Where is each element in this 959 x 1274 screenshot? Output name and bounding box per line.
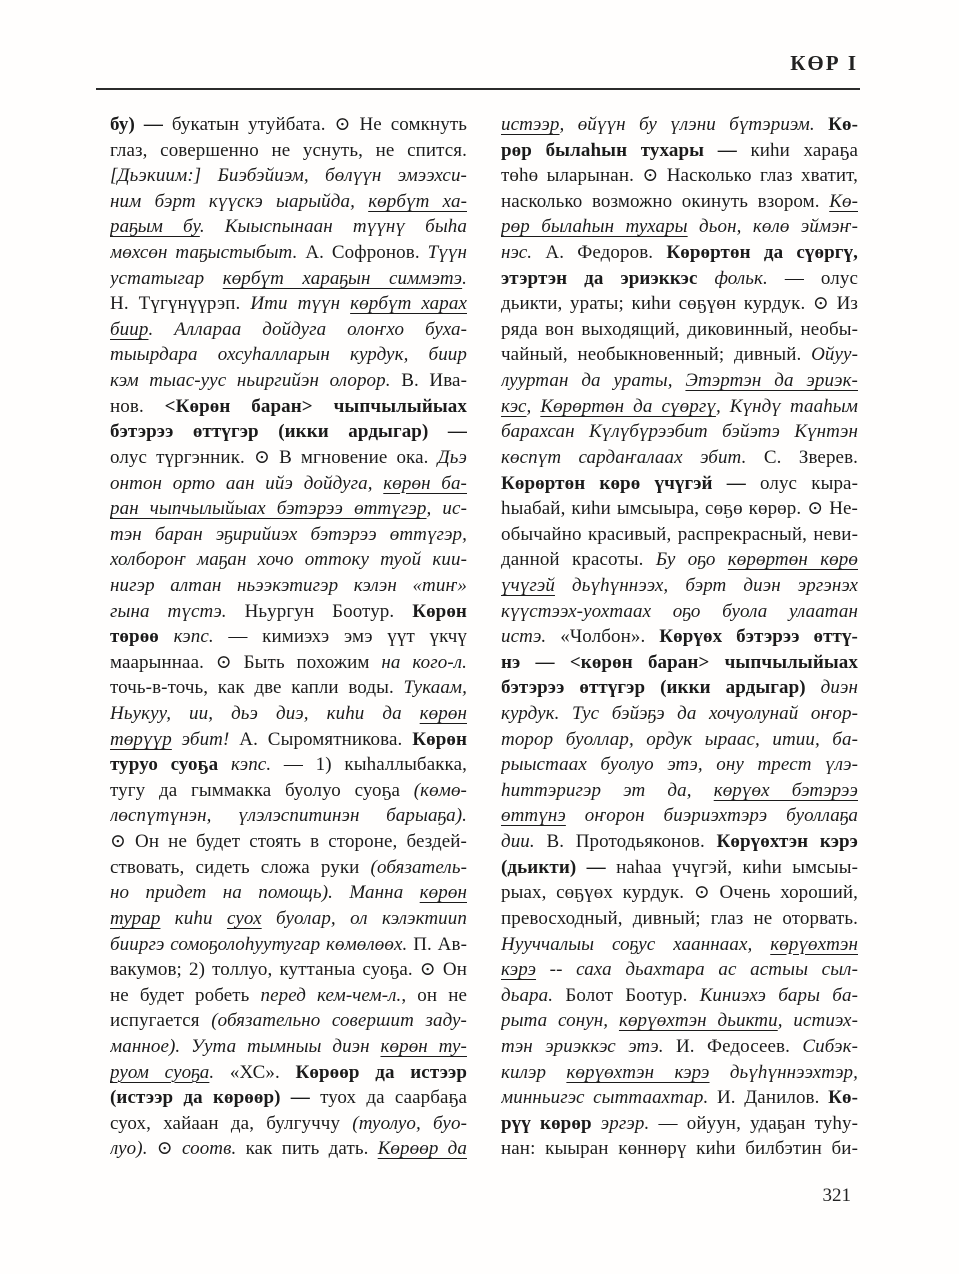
text-columns (110, 112, 858, 1162)
body-text: Ойуу- (811, 344, 858, 366)
body-text: кэм тыас-уус ньиргийэн олорор. (110, 370, 402, 392)
text-line (110, 291, 467, 317)
text-line (110, 675, 467, 701)
body-text: (туолуо, буо- (352, 1112, 467, 1134)
body-text: обычайно красивый, распрекрасный, неви- (501, 523, 858, 545)
example-underlined-text: үчүгэй (501, 574, 555, 596)
headword-text: туруо суоҕа (110, 754, 231, 776)
headword-text: Көрөн (412, 600, 467, 622)
body-text: фольк. (714, 267, 785, 289)
text-line (501, 650, 858, 676)
body-text: но придет на помощь). Манна (110, 882, 420, 904)
text-line (501, 1085, 858, 1111)
text-line (501, 957, 858, 983)
text-line (501, 675, 858, 701)
text-line (110, 112, 467, 138)
body-text: киһи хараҕа (750, 139, 858, 161)
headword-text: этэртэн да эриэккэс (501, 267, 715, 289)
text-line (110, 394, 467, 420)
body-text: В. Протодьяконов. (546, 831, 717, 853)
body-text: ряда вон выходящий, диковинный, необы- (501, 318, 858, 340)
text-line (110, 650, 467, 676)
body-text: , истиэх- (777, 1010, 858, 1032)
body-text: истэ. (501, 626, 561, 648)
headword-text: рөр былаһын тухары — (501, 139, 751, 161)
headword-text: Көрөн (412, 728, 467, 750)
body-text: — 1) кыһаллыбакка, (283, 754, 467, 776)
text-line (110, 419, 467, 445)
body-text: букатын утуйбата. ⊙ Не сомкнуть (171, 114, 467, 135)
body-text: И. Данилов. (716, 1087, 829, 1109)
header-rule (96, 88, 860, 90)
body-text: нов. (110, 395, 165, 417)
body-text: П. Ав- (413, 933, 467, 955)
right-column (501, 112, 858, 1162)
body-text: -- саха дьахтара ас астыы сыл- (536, 959, 858, 981)
body-text: , он не (401, 984, 467, 1006)
body-text: соотв. (182, 1138, 246, 1160)
body-text: точь-в-точь, как две капли воды. (110, 677, 404, 699)
body-text: ⊙ Он не будет стоять в стороне, бездей- (110, 831, 467, 853)
text-line (110, 932, 467, 958)
body-text: курдук. Тус бэйэҕэ да хочуолунай оҥор- (501, 703, 858, 725)
text-line (501, 522, 858, 548)
body-text: А. Софронов. (305, 242, 428, 264)
text-line (110, 880, 467, 906)
text-line (110, 214, 467, 240)
headword-text: бэтэрээ өттүгэр (икки ардыгар) — (110, 421, 467, 443)
headword-text: Көрөөр да истээр (295, 1061, 467, 1083)
text-line (110, 752, 467, 778)
headword-text: Көрөртөн көрө үчүгэй — (501, 472, 761, 494)
body-text: кэпс. (173, 626, 229, 648)
text-line (501, 855, 858, 881)
body-text: А. Федоров. (545, 242, 667, 264)
body-text: күүстээх-уохтаах оҕо буола улаатан (501, 600, 858, 622)
text-line (501, 394, 858, 420)
body-text: наһаа үчүгэй, киһи ымсыы- (616, 856, 858, 878)
headword-text: Кө- (828, 114, 858, 135)
text-line (110, 266, 467, 292)
text-line (501, 1034, 858, 1060)
body-text: төһө ыларынан. ⊙ Насколько глаз хватит, (501, 165, 858, 187)
body-text: испугается (110, 1010, 212, 1032)
text-line (110, 983, 467, 1009)
headword-text: бэтэрээ өттүгэр (икки ардыгар) (501, 677, 821, 699)
body-text: Ити түүн (250, 293, 351, 315)
body-text: лөспүтүнэн, үлэлэспитинэн барыаҕа). (110, 805, 467, 827)
text-line (110, 471, 467, 497)
body-text: (обязатель- (370, 856, 467, 878)
body-text: дьүһүннээхтэр, (709, 1061, 858, 1083)
body-text: кэпс. (230, 754, 284, 776)
text-line (110, 701, 467, 727)
body-text: Дьэ (437, 446, 467, 468)
text-line (110, 445, 467, 471)
text-line (110, 624, 467, 650)
body-text: . Кыыспынаан түүнү быһа (199, 216, 467, 238)
example-underlined-text: көрөн ту- (380, 1035, 467, 1057)
example-underlined-text: өттүнэ (501, 805, 566, 827)
body-text: һиттэригэр эт да, (501, 779, 714, 801)
text-line (501, 1136, 858, 1162)
text-line (501, 1060, 858, 1086)
body-text: суох, хайаан да, булгуччу (110, 1112, 353, 1134)
text-line (110, 599, 467, 625)
body-text: , ис- (426, 498, 467, 520)
body-text: нигэр алтан ньээкэтигэр кэлэн «тиҥ» (110, 574, 467, 596)
page-number: 321 (822, 1185, 851, 1206)
example-underlined-text: көрүөхтэн дьикти (618, 1010, 778, 1032)
example-underlined-text: Этэртэн да эриэк- (685, 370, 858, 392)
body-text: (көмө- (413, 779, 467, 801)
text-line (501, 829, 858, 855)
text-line (110, 727, 467, 753)
body-text: . (209, 1061, 230, 1083)
example-underlined-text: көрбүт хараҕын симмэтэ (222, 267, 463, 289)
text-line (110, 496, 467, 522)
text-line (501, 471, 858, 497)
text-line (501, 727, 858, 753)
text-line (501, 317, 858, 343)
text-line (501, 547, 858, 573)
body-text: насколько возможно окинуть взором. (501, 190, 830, 212)
body-text: лууртан да ураты, (501, 370, 686, 392)
body-text: дьикти, ураты; киһи сөҕүөн курдук. ⊙ Из (501, 293, 858, 315)
text-line (110, 317, 467, 343)
example-underlined-text: ран чыпчылыйыах бэтэрээ өттүгэр (110, 498, 427, 520)
body-text: олус түргэнник. ⊙ В мгновение ока. (110, 446, 438, 468)
body-text: Бу оҕо (655, 549, 728, 571)
left-column (110, 112, 467, 1162)
headword-text: Көрөртөн да сүөргү, (666, 242, 858, 264)
example-underlined-text: рөр былаһын тухары (501, 216, 688, 238)
text-line (501, 163, 858, 189)
text-line (501, 1111, 858, 1137)
example-underlined-text: истээр (501, 114, 560, 135)
example-underlined-text: көрөн (419, 882, 467, 904)
body-text: , өйүүн бу үлэни бүтэриэм. (559, 114, 829, 135)
body-text: холбороҥ маҕан хочо оттоку туой кии- (110, 549, 467, 571)
body-text: Ньукуу, ии, дьэ диэ, киһи да (110, 703, 420, 725)
body-text: «Чолбон». (560, 626, 660, 648)
body-text: онтон орто аан ийэ дойдуга, (110, 472, 384, 494)
text-line (110, 573, 467, 599)
example-underlined-text: көрөртөн көрө (727, 549, 858, 571)
text-line (110, 1136, 467, 1162)
example-underlined-text: көрүөхтэн (770, 933, 858, 955)
example-underlined-text: биир (110, 318, 149, 340)
text-line (501, 983, 858, 1009)
headword-text: бу) — (110, 114, 172, 135)
text-line (110, 522, 467, 548)
body-text: барахсан Күлүбүрээбит бэйэтэ Күнтэн (501, 421, 858, 443)
body-text: һыабай, киһи ымсыыра, сөҕө көрөр. ⊙ Не- (501, 498, 858, 520)
body-text: гына түстэ. (110, 600, 245, 622)
text-line (110, 1111, 467, 1137)
example-underlined-text: суох (226, 907, 262, 929)
body-text: ⊙ (156, 1138, 183, 1160)
body-text: не будет робеть (110, 984, 261, 1006)
text-line (501, 932, 858, 958)
body-text: , (526, 395, 541, 417)
example-underlined-text: көрбүт ха- (368, 190, 467, 212)
text-line (501, 1008, 858, 1034)
example-underlined-text: көрүөхтэн кэрэ (566, 1061, 710, 1083)
body-text: дьүһүннээх, бэрт диэн эргэнэх (554, 574, 858, 596)
body-text: диэн (820, 677, 858, 699)
text-line (501, 266, 858, 292)
text-line (110, 189, 467, 215)
example-underlined-text: кэрэ (501, 959, 537, 981)
example-underlined-text: көрөн (419, 703, 467, 725)
text-line (501, 573, 858, 599)
text-line (501, 906, 858, 932)
body-text: — кимиэхэ эмэ үүт үкчү (228, 626, 467, 648)
text-line (501, 803, 858, 829)
body-text: . Аллараа дойдуга олоҥхо буха- (148, 318, 467, 340)
body-text: дьара. (501, 984, 566, 1006)
body-text: көспүт сардаҥалаах эбит. (501, 446, 764, 468)
body-text: Сибэк- (802, 1035, 858, 1057)
body-text: туох да саарбаҕа (320, 1087, 467, 1109)
text-line (110, 368, 467, 394)
text-line (110, 906, 467, 932)
body-text: рыта сонун, (501, 1010, 619, 1032)
text-line (501, 599, 858, 625)
headword-text: рүү көрөр (501, 1112, 601, 1134)
text-line (501, 189, 858, 215)
body-text: В. Ива- (401, 370, 467, 392)
body-text: Түүн (427, 242, 467, 264)
body-text: [Дьэкиим:] Биэбэйиэм, бөлүүн эмээхси- (110, 165, 467, 187)
text-line (110, 803, 467, 829)
body-text: оҥорон биэриэхтэрэ буоллаҕа (565, 805, 858, 827)
text-line (110, 342, 467, 368)
body-text: манное). Уута тымныы диэн (110, 1035, 381, 1057)
body-text: рыах, сөҕүөх курдук. ⊙ Очень хороший, (501, 882, 858, 904)
body-text: киһи (160, 907, 227, 929)
body-text: килэр (501, 1061, 567, 1083)
body-text: бииргэ сомоҕолоһуутугар көмөлөөх. (110, 933, 414, 955)
body-text: ствовать, сидеть сложа руки (110, 856, 371, 878)
text-line (501, 445, 858, 471)
text-line (501, 624, 858, 650)
body-text: устатыгар (110, 267, 223, 289)
body-text: эргэр. (600, 1112, 659, 1134)
text-line (110, 1034, 467, 1060)
text-line (110, 1060, 467, 1086)
body-text: тэн баран эҕирийиэх бэтэрээ өттүгэр, (110, 523, 467, 545)
body-text: перед кем-чем-л. (260, 984, 402, 1006)
text-line (501, 368, 858, 394)
text-line (501, 419, 858, 445)
body-text: С. Зверев. (763, 446, 858, 468)
body-text: как пить дать. (245, 1138, 378, 1160)
example-underlined-text: турар (110, 907, 161, 929)
example-underlined-text: кэс (501, 395, 527, 417)
text-line (110, 138, 467, 164)
headword-text: Кө- (828, 1087, 858, 1109)
example-underlined-text: Кө- (829, 190, 858, 212)
example-underlined-text: Көрөртөн да сүөргү (540, 395, 716, 417)
example-underlined-text: раҕым бу (110, 216, 200, 238)
body-text: нэс. (501, 242, 546, 264)
headword-text: <Көрөн баран> чыпчылыйыах (164, 395, 467, 417)
headword-text: нэ — <көрөн баран> чыпчылыйыах (501, 651, 858, 673)
text-line (110, 829, 467, 855)
body-text: луо). (110, 1138, 157, 1160)
body-text: маарыннаа. ⊙ Быть похожим (110, 651, 382, 673)
example-underlined-text: Көрөөр да (377, 1138, 467, 1160)
body-text: данной красоты. (501, 549, 656, 571)
text-line (501, 701, 858, 727)
text-line (110, 855, 467, 881)
body-text: олус кыра- (760, 472, 858, 494)
text-line (110, 240, 467, 266)
body-text: тыырдара охсуһалларын курдук, биир (110, 344, 467, 366)
text-line (501, 240, 858, 266)
text-line (501, 342, 858, 368)
headword-text: (дьикти) — (501, 856, 617, 878)
text-line (110, 163, 467, 189)
text-line (501, 880, 858, 906)
text-line (501, 752, 858, 778)
body-text: вакумов; 2) толлуо, куттаныа суоҕа. ⊙ Он (110, 959, 467, 981)
body-text: дьон, көлө эймэҥ- (687, 216, 858, 238)
text-line (501, 778, 858, 804)
body-text: чайный, необыкновенный; дивный. (501, 344, 812, 366)
body-text: — ойуун, удаҕан туһу- (658, 1112, 858, 1134)
body-text: Ньургун Боотур. (244, 600, 413, 622)
headword-text: Көрүөх бэтэрээ өттү- (659, 626, 858, 648)
example-underlined-text: руом суоҕа (110, 1061, 210, 1083)
headword-text: төрөө (110, 626, 174, 648)
text-line (501, 112, 858, 138)
body-text: Киниэхэ бары ба- (699, 984, 858, 1006)
example-underlined-text: көрүөх бэтэрээ (713, 779, 858, 801)
body-text: ним бэрт күүскэ ыарыйда, (110, 190, 369, 212)
text-line (110, 547, 467, 573)
text-line (501, 291, 858, 317)
text-line (501, 496, 858, 522)
text-line (110, 1008, 467, 1034)
text-line (110, 1085, 467, 1111)
example-underlined-text: көрбүт харах (350, 293, 467, 315)
body-text: торор буоллар, ордук ыраас, итии, ба- (501, 728, 858, 750)
body-text: рыыстаах буолуо этэ, ону трест үлэ- (501, 754, 858, 776)
body-text: на кого-л. (381, 651, 467, 673)
body-text: мөхсөн таҕыстыбыт. (110, 242, 306, 264)
body-text: тэн эриэккэс этэ. (501, 1035, 676, 1057)
text-line (110, 778, 467, 804)
body-text: Тукаам, (403, 677, 467, 699)
body-text: тугу да гыммакка буолуо суоҕа (110, 779, 414, 801)
example-underlined-text: көрөн ба- (383, 472, 467, 494)
body-text: А. Сыромятникова. (239, 728, 413, 750)
body-text: . (462, 267, 467, 289)
text-line (501, 138, 858, 164)
body-text: — олус (784, 267, 858, 289)
body-text: буолар, ол кэлэктиип (261, 907, 467, 929)
body-text: (обязательно совершит заду- (211, 1010, 467, 1032)
body-text: нан: кыыран көннөрү киһи билбэтин би- (501, 1138, 858, 1160)
example-underlined-text: төрүүр (110, 728, 172, 750)
text-line (501, 214, 858, 240)
body-text: «ХС». (229, 1061, 296, 1083)
headword-text: Көрүөхтэн кэрэ (716, 831, 858, 853)
body-text: дии. (501, 831, 547, 853)
body-text: , Күндү тааһым (715, 395, 858, 417)
body-text: Н. Түгүнүүрэп. (110, 293, 251, 315)
body-text: Болот Боотур. (565, 984, 700, 1006)
headword-text: (истээр да көрөөр) — (110, 1087, 321, 1109)
body-text: Нууччалыы соҕус хааннаах, (501, 933, 771, 955)
body-text: минньигэс сыттаахтар. (501, 1087, 717, 1109)
body-text: глаз, совершенно не уснуть, не спится. (110, 139, 467, 161)
text-line (110, 957, 467, 983)
page-header-title: КӨР I (790, 51, 858, 75)
body-text: превосходный, дивный; глаз не оторвать. (501, 907, 858, 929)
body-text: эбит! (171, 728, 240, 750)
body-text: И. Федосеев. (675, 1035, 803, 1057)
